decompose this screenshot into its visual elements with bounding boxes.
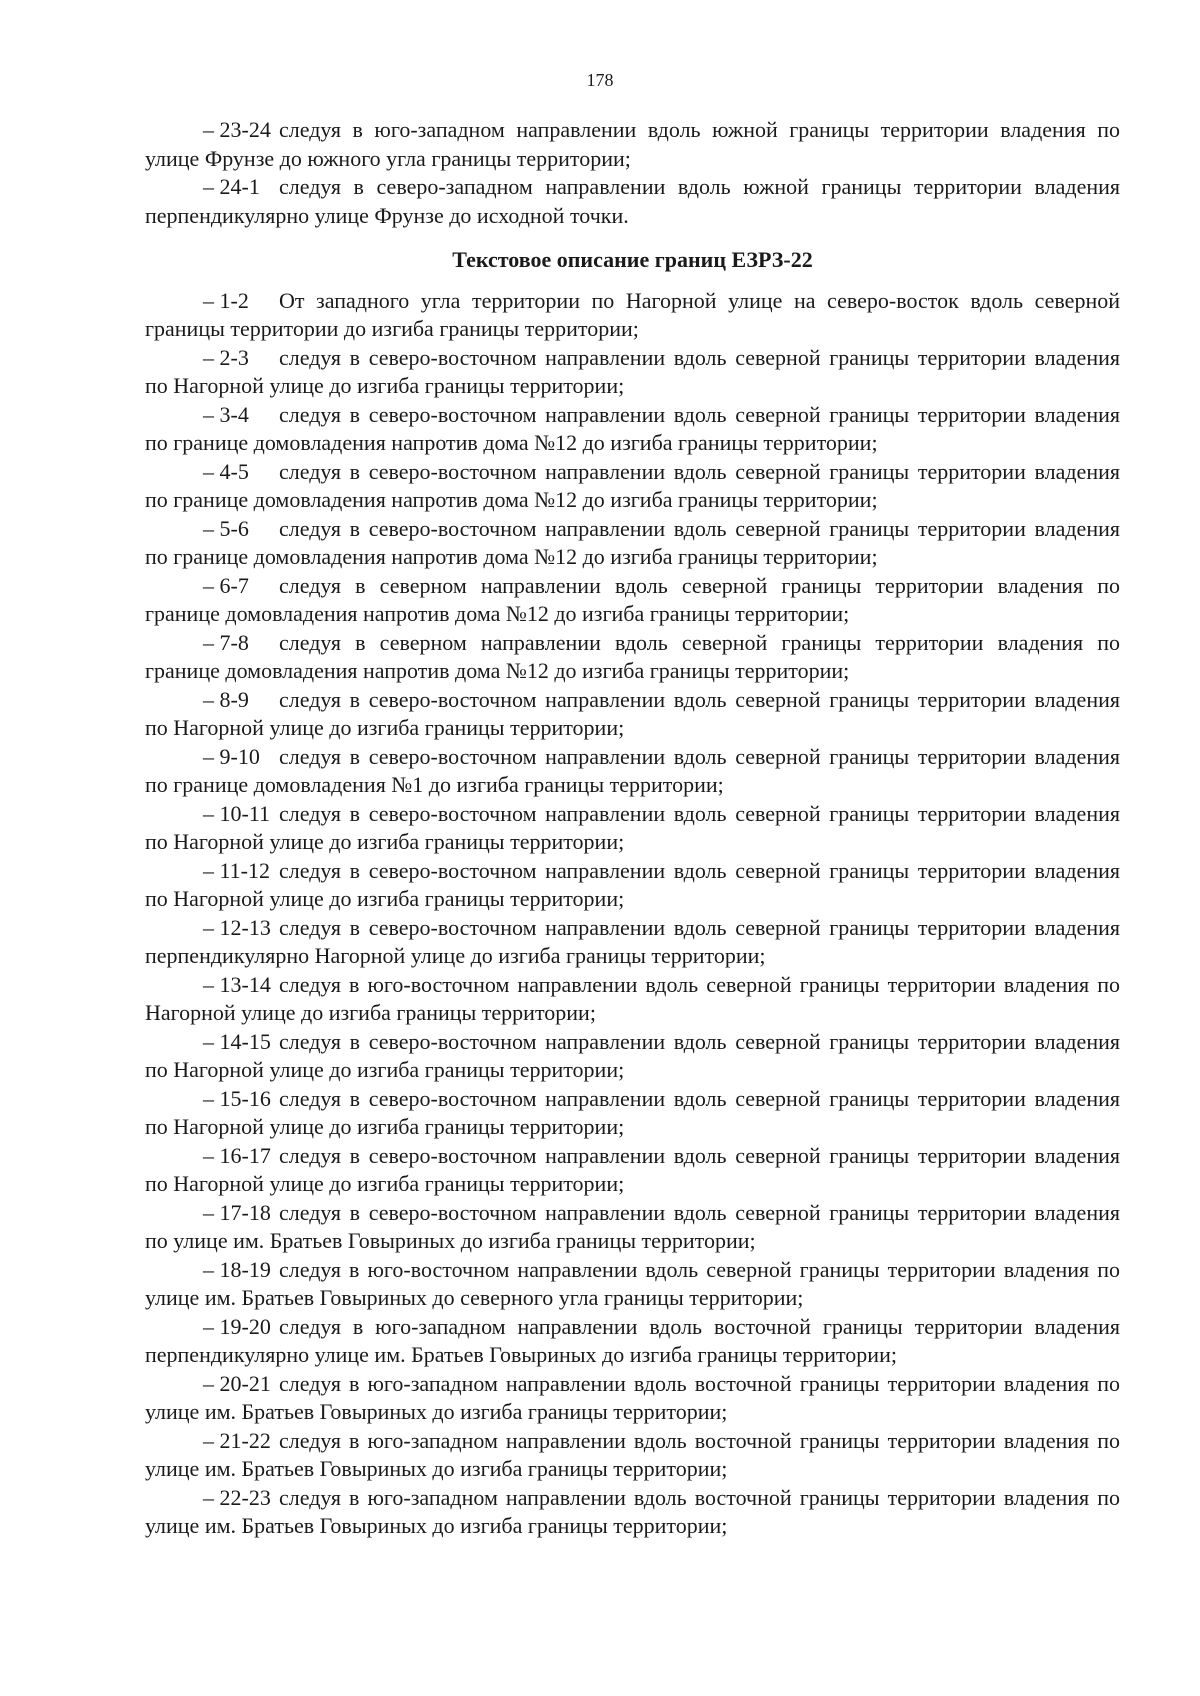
segment-code: – 20-21 xyxy=(203,1370,271,1396)
list-item xyxy=(145,572,1120,629)
segment-text: следуя в северо-западном направлении вдоль южной границы территории владения перпендикулярно улице Фрунзе до исходной точки. xyxy=(145,174,1120,228)
segment-text: следуя в северо-восточном направлении вдоль северной границы территории владения по границе домовладения напротив дома №12 до изгиба границы территории; xyxy=(145,458,1120,512)
segment-code: – 11-12 xyxy=(203,857,271,883)
segment-text: следуя в северо-восточном направлении вдоль северной границы территории владения по Нагорной улице до изгиба границы территории; xyxy=(145,857,1120,911)
list-item xyxy=(145,1313,1120,1370)
segment-text: следуя в северо-восточном направлении вдоль северной границы территории владения по Нагорной улице до изгиба границы территории; xyxy=(145,1028,1120,1082)
segment-text: следуя в северо-восточном направлении вдоль северной границы территории владения по границе домовладения напротив дома №12 до изгиба границы территории; xyxy=(145,515,1120,569)
segment-text: следуя в северо-восточном направлении вдоль северной границы территории владения по Нагорной улице до изгиба границы территории; xyxy=(145,1142,1120,1196)
segment-code: – 23-24 xyxy=(203,117,271,142)
segment-code: – 12-13 xyxy=(203,914,271,940)
segment-code: – 5-6 xyxy=(203,515,249,541)
list-item xyxy=(145,1028,1120,1085)
segment-text: следуя в северо-восточном направлении вдоль северной границы территории владения по улице им. Братьев Говыриных до изгиба границы территории; xyxy=(145,1199,1120,1253)
segment-text: следуя в юго-западном направлении вдоль восточной границы территории владения по улице им. Братьев Говыриных до изгиба границы территории; xyxy=(145,1370,1120,1424)
boundary-list xyxy=(145,287,1120,1541)
segment-text: следуя в юго-западном направлении вдоль восточной границы территории владения по улице им. Братьев Говыриных до изгиба границы территории; xyxy=(145,1484,1120,1538)
list-item xyxy=(145,287,1120,344)
list-item xyxy=(145,914,1120,971)
segment-text: следуя в северо-восточном направлении вдоль северной границы территории владения по Нагорной улице до изгиба границы территории; xyxy=(145,686,1120,740)
segment-text: следуя в юго-восточном направлении вдоль северной границы территории владения по Нагорной улице до изгиба границы территории; xyxy=(145,971,1120,1025)
list-item xyxy=(145,344,1120,401)
segment-code: – 8-9 xyxy=(203,686,249,712)
segment-code: – 9-10 xyxy=(203,743,260,769)
list-item xyxy=(145,686,1120,743)
segment-code: – 10-11 xyxy=(203,800,271,826)
list-item xyxy=(145,857,1120,914)
segment-text: следуя в юго-восточном направлении вдоль северной границы территории владения по улице им. Братьев Говыриных до северного угла границы территории; xyxy=(145,1256,1120,1310)
segment-code: – 18-19 xyxy=(203,1256,271,1282)
segment-text: следуя в юго-западном направлении вдоль восточной границы территории владения по улице им. Братьев Говыриных до изгиба границы территории; xyxy=(145,1427,1120,1481)
segment-code: – 6-7 xyxy=(203,572,249,598)
list-item xyxy=(145,1484,1120,1541)
list-item xyxy=(145,458,1120,515)
section-heading: Текстовое описание границ ЕЗРЗ-22 xyxy=(452,247,813,272)
list-item xyxy=(145,800,1120,857)
segment-text: следуя в северо-восточном направлении вдоль северной границы территории владения по границе домовладения напротив дома №12 до изгиба границы территории; xyxy=(145,401,1120,455)
segment-code: – 13-14 xyxy=(203,971,271,997)
list-item xyxy=(145,116,1120,173)
segment-code: – 21-22 xyxy=(203,1427,271,1453)
segment-code: – 14-15 xyxy=(203,1028,271,1054)
list-item xyxy=(145,515,1120,572)
segment-text: следуя в северном направлении вдоль северной границы территории владения по границе домовладения напротив дома №12 до изгиба границы территории; xyxy=(145,572,1120,626)
segment-code: – 4-5 xyxy=(203,458,249,484)
segment-text: следуя в северо-восточном направлении вдоль северной границы территории владения по Нагорной улице до изгиба границы территории; xyxy=(145,344,1120,398)
segment-code: – 3-4 xyxy=(203,401,249,427)
list-item xyxy=(145,1370,1120,1427)
list-item xyxy=(145,1142,1120,1199)
page-number: 178 xyxy=(586,70,614,90)
segment-text: следуя в северо-восточном направлении вдоль северной границы территории владения по Нагорной улице до изгиба границы территории; xyxy=(145,1085,1120,1139)
segment-code: – 16-17 xyxy=(203,1142,271,1168)
segment-text: следуя в юго-западном направлении вдоль восточной границы территории владения перпендикулярно улице им. Братьев Говыриных до изгиба границы территории; xyxy=(145,1313,1120,1367)
list-item xyxy=(145,1427,1120,1484)
segment-text: следуя в северо-восточном направлении вдоль северной границы территории владения перпендикулярно Нагорной улице до изгиба границы территории; xyxy=(145,914,1120,968)
segment-code: – 1-2 xyxy=(203,287,249,313)
segment-code: – 19-20 xyxy=(203,1313,271,1339)
list-item xyxy=(145,629,1120,686)
segment-code: – 7-8 xyxy=(203,629,249,655)
list-item xyxy=(145,1199,1120,1256)
list-item xyxy=(145,743,1120,800)
list-item xyxy=(145,401,1120,458)
intro-list xyxy=(145,116,1120,230)
segment-text: следуя в северном направлении вдоль северной границы территории владения по границе домовладения напротив дома №12 до изгиба границы территории; xyxy=(145,629,1120,683)
segment-code: – 22-23 xyxy=(203,1484,271,1510)
segment-code: – 17-18 xyxy=(203,1199,271,1225)
document-body xyxy=(145,116,1120,1541)
segment-code: – 2-3 xyxy=(203,344,249,370)
list-item xyxy=(145,1256,1120,1313)
list-item xyxy=(145,971,1120,1028)
list-item xyxy=(145,173,1120,230)
segment-text: следуя в северо-восточном направлении вдоль северной границы территории владения по Нагорной улице до изгиба границы территории; xyxy=(145,800,1120,854)
list-item xyxy=(145,1085,1120,1142)
segment-code: – 15-16 xyxy=(203,1085,271,1111)
segment-code: – 24-1 xyxy=(203,174,260,199)
segment-text: От западного угла территории по Нагорной улице на северо-восток вдоль северной границы территории до изгиба границы территории; xyxy=(145,287,1120,341)
segment-text: следуя в юго-западном направлении вдоль южной границы территории владения по улице Фрунзе до южного угла границы территории; xyxy=(145,117,1120,171)
segment-text: следуя в северо-восточном направлении вдоль северной границы территории владения по границе домовладения №1 до изгиба границы территории; xyxy=(145,743,1120,797)
